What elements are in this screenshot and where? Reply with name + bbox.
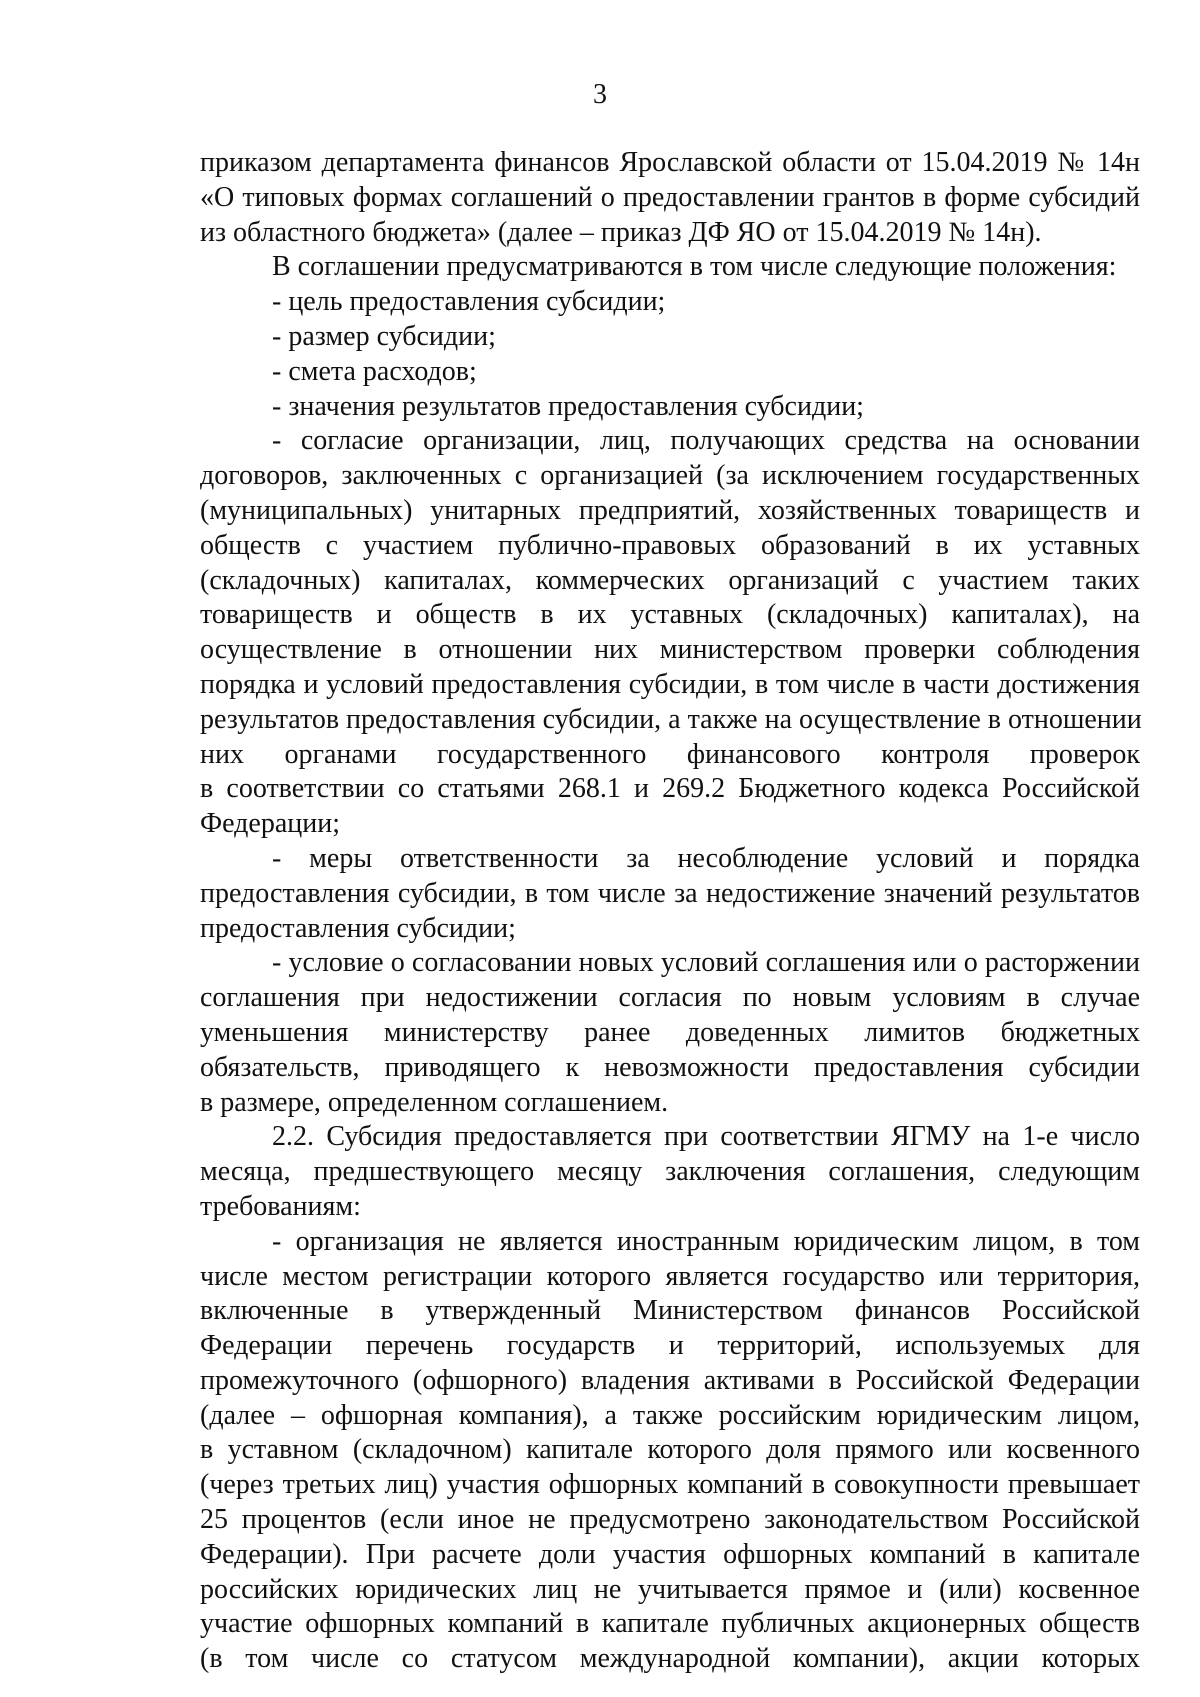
text-line: (складочных) капиталах, коммерческих организаций с участием таких — [200, 564, 1140, 596]
text-line: уменьшения министерству ранее доведенных лимитов бюджетных — [200, 1016, 1140, 1048]
text-line: 2.2. Субсидия предоставляется при соответствии ЯГМУ на 1-е число — [272, 1121, 1140, 1153]
page-number: 3 — [593, 79, 607, 110]
text-line: результатов предоставления субсидии, а также на осуществление в отношении — [200, 703, 1142, 735]
text-line: числе местом регистрации которого является государство или территория, — [200, 1260, 1140, 1292]
text-line: (через третьих лиц) участия офшорных компаний в совокупности превышает — [200, 1469, 1140, 1501]
text-line: - смета расходов; — [272, 355, 477, 387]
document-body — [200, 146, 1140, 1677]
text-line: соглашения при недостижении согласия по новым условиям в случае — [200, 982, 1140, 1014]
text-line: предоставления субсидии; — [200, 912, 516, 944]
text-line: промежуточного (офшорного) владения активами в Российской Федерации — [200, 1364, 1140, 1396]
text-line: требованиям: — [200, 1190, 361, 1222]
text-line: 25 процентов (если иное не предусмотрено законодательством Российской — [200, 1504, 1140, 1536]
text-line: (в том числе со статусом международной компании), акции которых — [200, 1643, 1140, 1675]
text-line: В соглашении предусматриваются в том числе следующие положения: — [272, 251, 1117, 283]
text-line: обществ с участием публично-правовых образований в их уставных — [200, 529, 1140, 561]
text-line: «О типовых формах соглашений о предоставлении грантов в форме субсидий — [200, 181, 1140, 213]
text-line: месяца, предшествующего месяцу заключения соглашения, следующим — [200, 1156, 1140, 1188]
text-line: - размер субсидии; — [272, 320, 496, 352]
text-line: Федерации; — [200, 808, 341, 840]
text-line: приказом департамента финансов Ярославской области от 15.04.2019 № 14н — [200, 147, 1140, 178]
text-line: Федерации). При расчете доли участия офшорных компаний в капитале — [200, 1538, 1140, 1570]
text-line: включенные в утвержденный Министерством финансов Российской — [200, 1295, 1140, 1327]
text-line: обязательств, приводящего к невозможности предоставления субсидии — [200, 1051, 1140, 1083]
text-line: осуществление в отношении них министерством проверки соблюдения — [200, 634, 1140, 666]
text-line: - значения результатов предоставления субсидии; — [272, 390, 864, 422]
text-line: в соответствии со статьями 268.1 и 269.2 Бюджетного кодекса Российской — [200, 773, 1140, 805]
text-line: (далее – офшорная компания), а также российским юридическим лицом, — [200, 1399, 1140, 1431]
text-line: - условие о согласовании новых условий соглашения или о расторжении — [272, 947, 1140, 979]
text-line: - цель предоставления субсидии; — [272, 286, 666, 318]
text-line: договоров, заключенных с организацией (за исключением государственных — [200, 460, 1140, 492]
text-line: них органами государственного финансового контроля проверок — [200, 738, 1140, 770]
text-line: в уставном (складочном) капитале которого доля прямого или косвенного — [200, 1434, 1140, 1466]
text-line: (муниципальных) унитарных предприятий, хозяйственных товариществ и — [200, 494, 1140, 526]
text-line: предоставления субсидии, в том числе за недостижение значений результатов — [200, 877, 1140, 909]
text-line: Федерации перечень государств и территорий, используемых для — [200, 1330, 1140, 1362]
text-line: в размере, определенном соглашением. — [200, 1086, 669, 1118]
text-line: порядка и условий предоставления субсидии, в том числе в части достижения — [200, 668, 1140, 700]
text-line: - меры ответственности за несоблюдение условий и порядка — [272, 842, 1140, 874]
text-line: - согласие организации, лиц, получающих средства на основании — [272, 425, 1140, 457]
text-line: из областного бюджета» (далее – приказ ДФ ЯО от 15.04.2019 № 14н). — [200, 216, 1042, 248]
text-line: участие офшорных компаний в капитале публичных акционерных обществ — [200, 1608, 1140, 1640]
text-line: - организация не является иностранным юридическим лицом, в том — [272, 1225, 1140, 1257]
text-line: товариществ и обществ в их уставных (складочных) капиталах), на — [200, 599, 1140, 631]
text-line: российских юридических лиц не учитывается прямое и (или) косвенное — [200, 1573, 1140, 1605]
